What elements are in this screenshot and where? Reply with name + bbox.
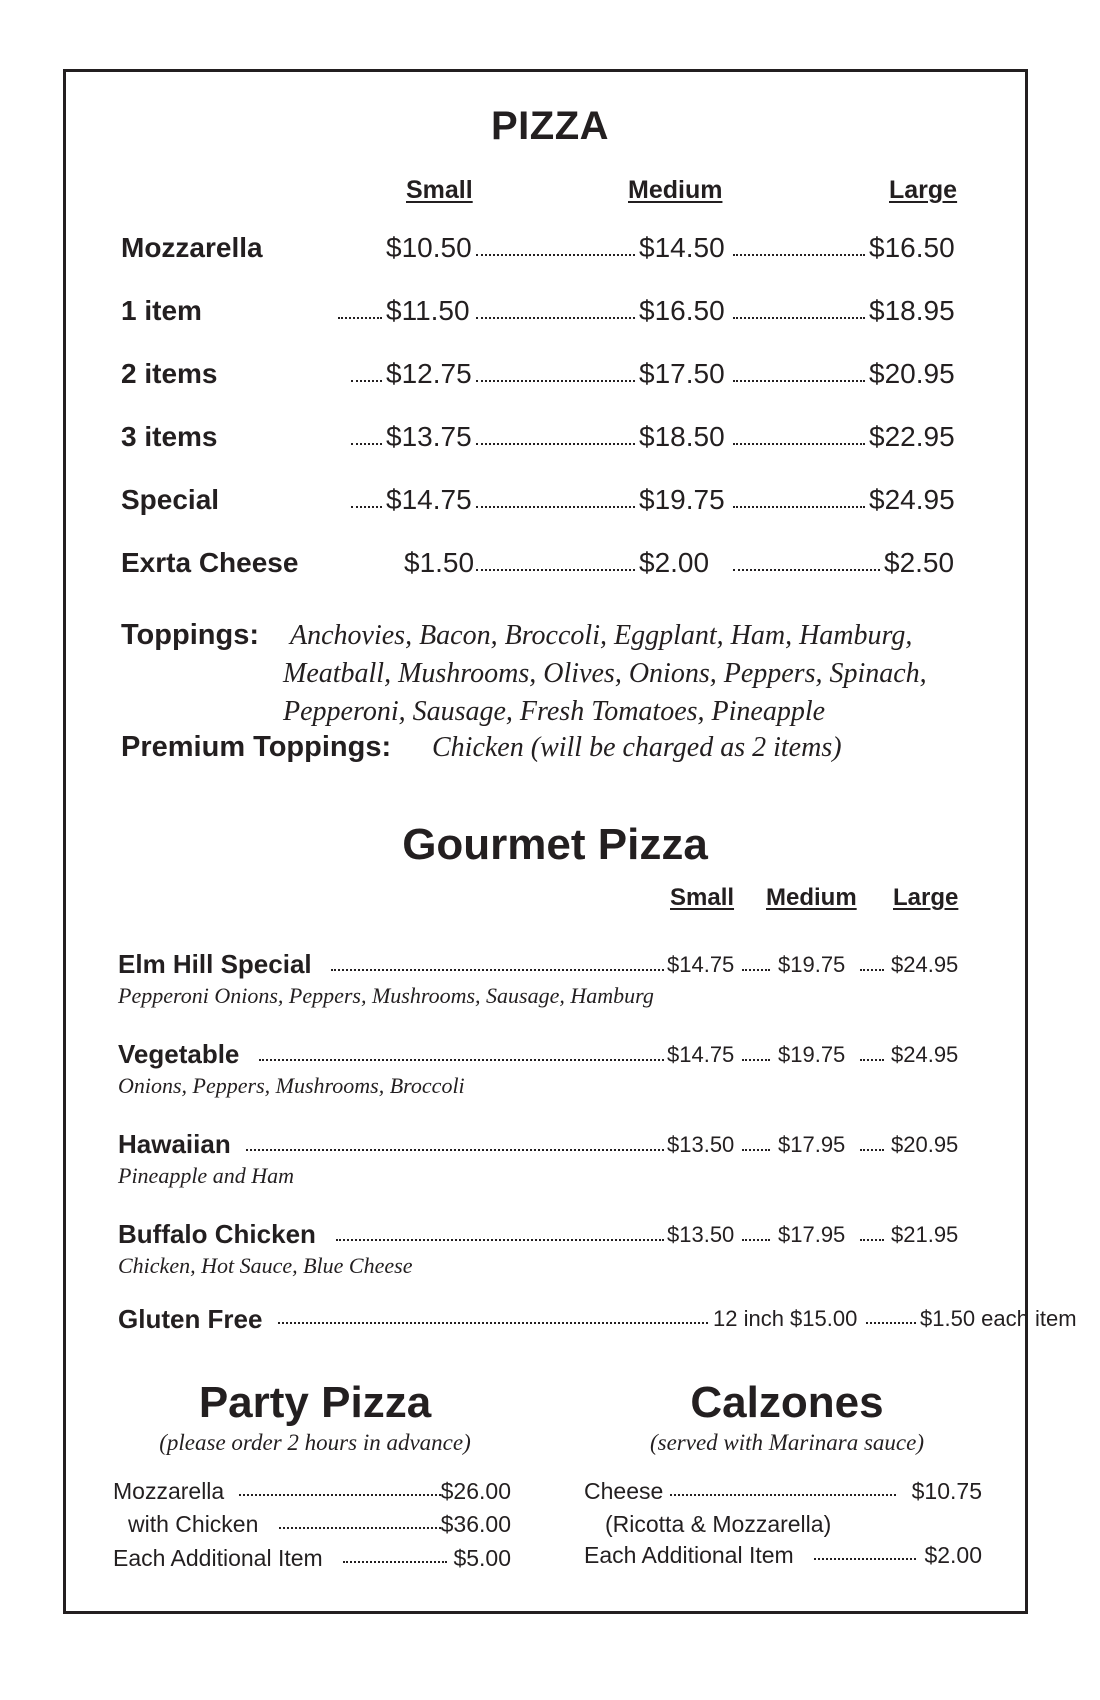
gourmet-price-small: $14.75 xyxy=(667,952,735,977)
party-item-name: with Chicken xyxy=(128,1511,259,1537)
gourmet-item-desc: Pineapple and Ham xyxy=(118,1163,294,1188)
premium-text: Chicken (will be charged as 2 items) xyxy=(432,732,842,763)
pizza-row xyxy=(121,232,961,272)
party-item-price: $26.00 xyxy=(440,1478,511,1504)
gourmet-price-medium: $19.75 xyxy=(778,952,846,977)
party-row xyxy=(113,1478,511,1508)
gluten-free-each: $1.50 each item xyxy=(920,1306,1077,1331)
party-note: (please order 2 hours in advance) xyxy=(159,1430,471,1455)
toppings-line-3: Pepperoni, Sausage, Fresh Tomatoes, Pineapple xyxy=(283,696,826,727)
gourmet-row xyxy=(118,1039,968,1073)
calzones-title: Calzones xyxy=(690,1378,884,1427)
dot-leader xyxy=(670,1490,896,1496)
party-item-name: Mozzarella xyxy=(113,1478,225,1504)
dot-leader xyxy=(246,1145,664,1151)
dot-leader xyxy=(476,502,635,508)
toppings-line-1: Anchovies, Bacon, Broccoli, Eggplant, Ham, Hamburg, xyxy=(290,620,913,651)
dot-leader xyxy=(336,1235,664,1241)
pizza-price-medium: $18.50 xyxy=(639,421,725,452)
dot-leader xyxy=(351,439,382,445)
dot-leader xyxy=(476,313,635,319)
dot-leader xyxy=(331,965,664,971)
dot-leader xyxy=(338,313,382,319)
gourmet-item-name: Elm Hill Special xyxy=(118,949,312,979)
pizza-row-name: Mozzarella xyxy=(121,232,263,263)
pizza-price-small: $13.75 xyxy=(386,421,472,452)
pizza-price-large: $16.50 xyxy=(869,232,955,263)
dot-leader xyxy=(742,1145,770,1151)
pizza-price-small: $12.75 xyxy=(386,358,472,389)
dot-leader xyxy=(279,1523,441,1529)
gourmet-price-medium: $19.75 xyxy=(778,1042,846,1067)
gluten-free-row xyxy=(118,1304,1077,1338)
pizza-price-medium: $17.50 xyxy=(639,358,725,389)
gourmet-title: Gourmet Pizza xyxy=(402,820,708,869)
dot-leader xyxy=(866,1318,916,1324)
pizza-row-name: Exrta Cheese xyxy=(121,547,299,578)
pizza-price-small: $11.50 xyxy=(386,295,470,326)
col-large: Large xyxy=(889,176,958,204)
gluten-free-price: 12 inch $15.00 xyxy=(713,1306,858,1331)
gourmet-row xyxy=(118,949,968,983)
dot-leader xyxy=(860,1235,884,1241)
pizza-price-small: $1.50 xyxy=(404,547,475,578)
gourmet-item-name: Buffalo Chicken xyxy=(118,1219,316,1249)
party-row xyxy=(113,1545,511,1575)
dot-leader xyxy=(733,313,865,319)
dot-leader xyxy=(476,439,635,445)
gourmet-item-desc: Pepperoni Onions, Peppers, Mushrooms, Sausage, Hamburg xyxy=(118,983,654,1008)
gourmet-row xyxy=(118,1219,968,1253)
dot-leader xyxy=(351,502,382,508)
gourmet-price-large: $24.95 xyxy=(891,1042,959,1067)
dot-leader xyxy=(343,1557,447,1563)
pizza-price-medium: $2.00 xyxy=(639,547,710,578)
dot-leader xyxy=(742,965,770,971)
pizza-price-large: $18.95 xyxy=(869,295,955,326)
dot-leader xyxy=(278,1318,708,1324)
calzone-row xyxy=(584,1478,982,1508)
pizza-price-large: $24.95 xyxy=(869,484,955,515)
calzone-cheese-sub: (Ricotta & Mozzarella) xyxy=(605,1511,832,1537)
pizza-price-large: $20.95 xyxy=(869,358,955,389)
gourmet-price-large: $24.95 xyxy=(891,952,959,977)
pizza-row-name: 1 item xyxy=(121,295,202,326)
gourmet-item-name: Vegetable xyxy=(118,1039,240,1069)
pizza-row xyxy=(121,484,961,524)
calzone-item-price: $10.75 xyxy=(911,1478,982,1504)
pizza-row xyxy=(121,421,961,461)
dot-leader xyxy=(476,250,635,256)
gourmet-price-medium: $17.95 xyxy=(778,1222,846,1247)
pizza-price-large: $2.50 xyxy=(884,547,955,578)
dot-leader xyxy=(860,965,884,971)
pizza-row-name: 3 items xyxy=(121,421,218,452)
gourmet-item-name: Hawaiian xyxy=(118,1129,231,1159)
dot-leader xyxy=(476,376,635,382)
pizza-price-medium: $19.75 xyxy=(639,484,725,515)
pizza-row xyxy=(121,358,961,398)
toppings-label: Toppings: xyxy=(121,619,259,651)
gourmet-col-large: Large xyxy=(893,884,959,911)
pizza-price-small: $14.75 xyxy=(386,484,472,515)
gourmet-price-small: $13.50 xyxy=(667,1222,735,1247)
gourmet-item-desc: Chicken, Hot Sauce, Blue Cheese xyxy=(118,1253,413,1278)
pizza-row xyxy=(121,295,961,335)
gourmet-item-desc: Onions, Peppers, Mushrooms, Broccoli xyxy=(118,1073,465,1098)
gourmet-price-large: $20.95 xyxy=(891,1132,959,1157)
dot-leader xyxy=(733,250,865,256)
pizza-price-medium: $14.50 xyxy=(639,232,725,263)
gourmet-price-small: $14.75 xyxy=(667,1042,735,1067)
gluten-free-name: Gluten Free xyxy=(118,1304,263,1334)
pizza-price-large: $22.95 xyxy=(869,421,955,452)
dot-leader xyxy=(351,376,382,382)
dot-leader xyxy=(733,439,865,445)
dot-leader xyxy=(733,376,865,382)
gourmet-col-small: Small xyxy=(670,884,735,911)
pizza-title: PIZZA xyxy=(490,104,610,148)
party-item-name: Each Additional Item xyxy=(113,1545,323,1571)
dot-leader xyxy=(259,1055,664,1061)
dot-leader xyxy=(742,1055,770,1061)
dot-leader xyxy=(814,1554,916,1560)
pizza-price-medium: $16.50 xyxy=(639,295,725,326)
party-row xyxy=(113,1511,511,1541)
calzone-item-name: Each Additional Item xyxy=(584,1542,794,1568)
dot-leader xyxy=(476,565,635,571)
calzones-note: (served with Marinara sauce) xyxy=(649,1430,925,1455)
dot-leader xyxy=(733,565,880,571)
gourmet-price-medium: $17.95 xyxy=(778,1132,846,1157)
calzone-item-price: $2.00 xyxy=(924,1542,982,1568)
gourmet-row xyxy=(118,1129,968,1163)
gourmet-price-small: $13.50 xyxy=(667,1132,735,1157)
toppings-line-2: Meatball, Mushrooms, Olives, Onions, Peppers, Spinach, xyxy=(283,658,927,689)
gourmet-price-large: $21.95 xyxy=(891,1222,959,1247)
dot-leader xyxy=(860,1145,884,1151)
dot-leader xyxy=(860,1055,884,1061)
gourmet-col-medium: Medium xyxy=(766,884,857,911)
col-small: Small xyxy=(406,176,473,204)
pizza-row-name: Special xyxy=(121,484,220,515)
premium-label: Premium Toppings: xyxy=(121,731,392,763)
dot-leader xyxy=(733,502,865,508)
calzone-row xyxy=(584,1542,982,1572)
dot-leader xyxy=(239,1490,441,1496)
pizza-row xyxy=(121,547,961,587)
party-item-price: $5.00 xyxy=(453,1545,511,1571)
dot-leader xyxy=(742,1235,770,1241)
col-medium: Medium xyxy=(628,176,723,204)
calzone-item-name: Cheese xyxy=(584,1478,664,1504)
party-title: Party Pizza xyxy=(198,1378,432,1427)
pizza-row-name: 2 items xyxy=(121,358,218,389)
pizza-price-small: $10.50 xyxy=(386,232,472,263)
party-item-price: $36.00 xyxy=(440,1511,511,1537)
